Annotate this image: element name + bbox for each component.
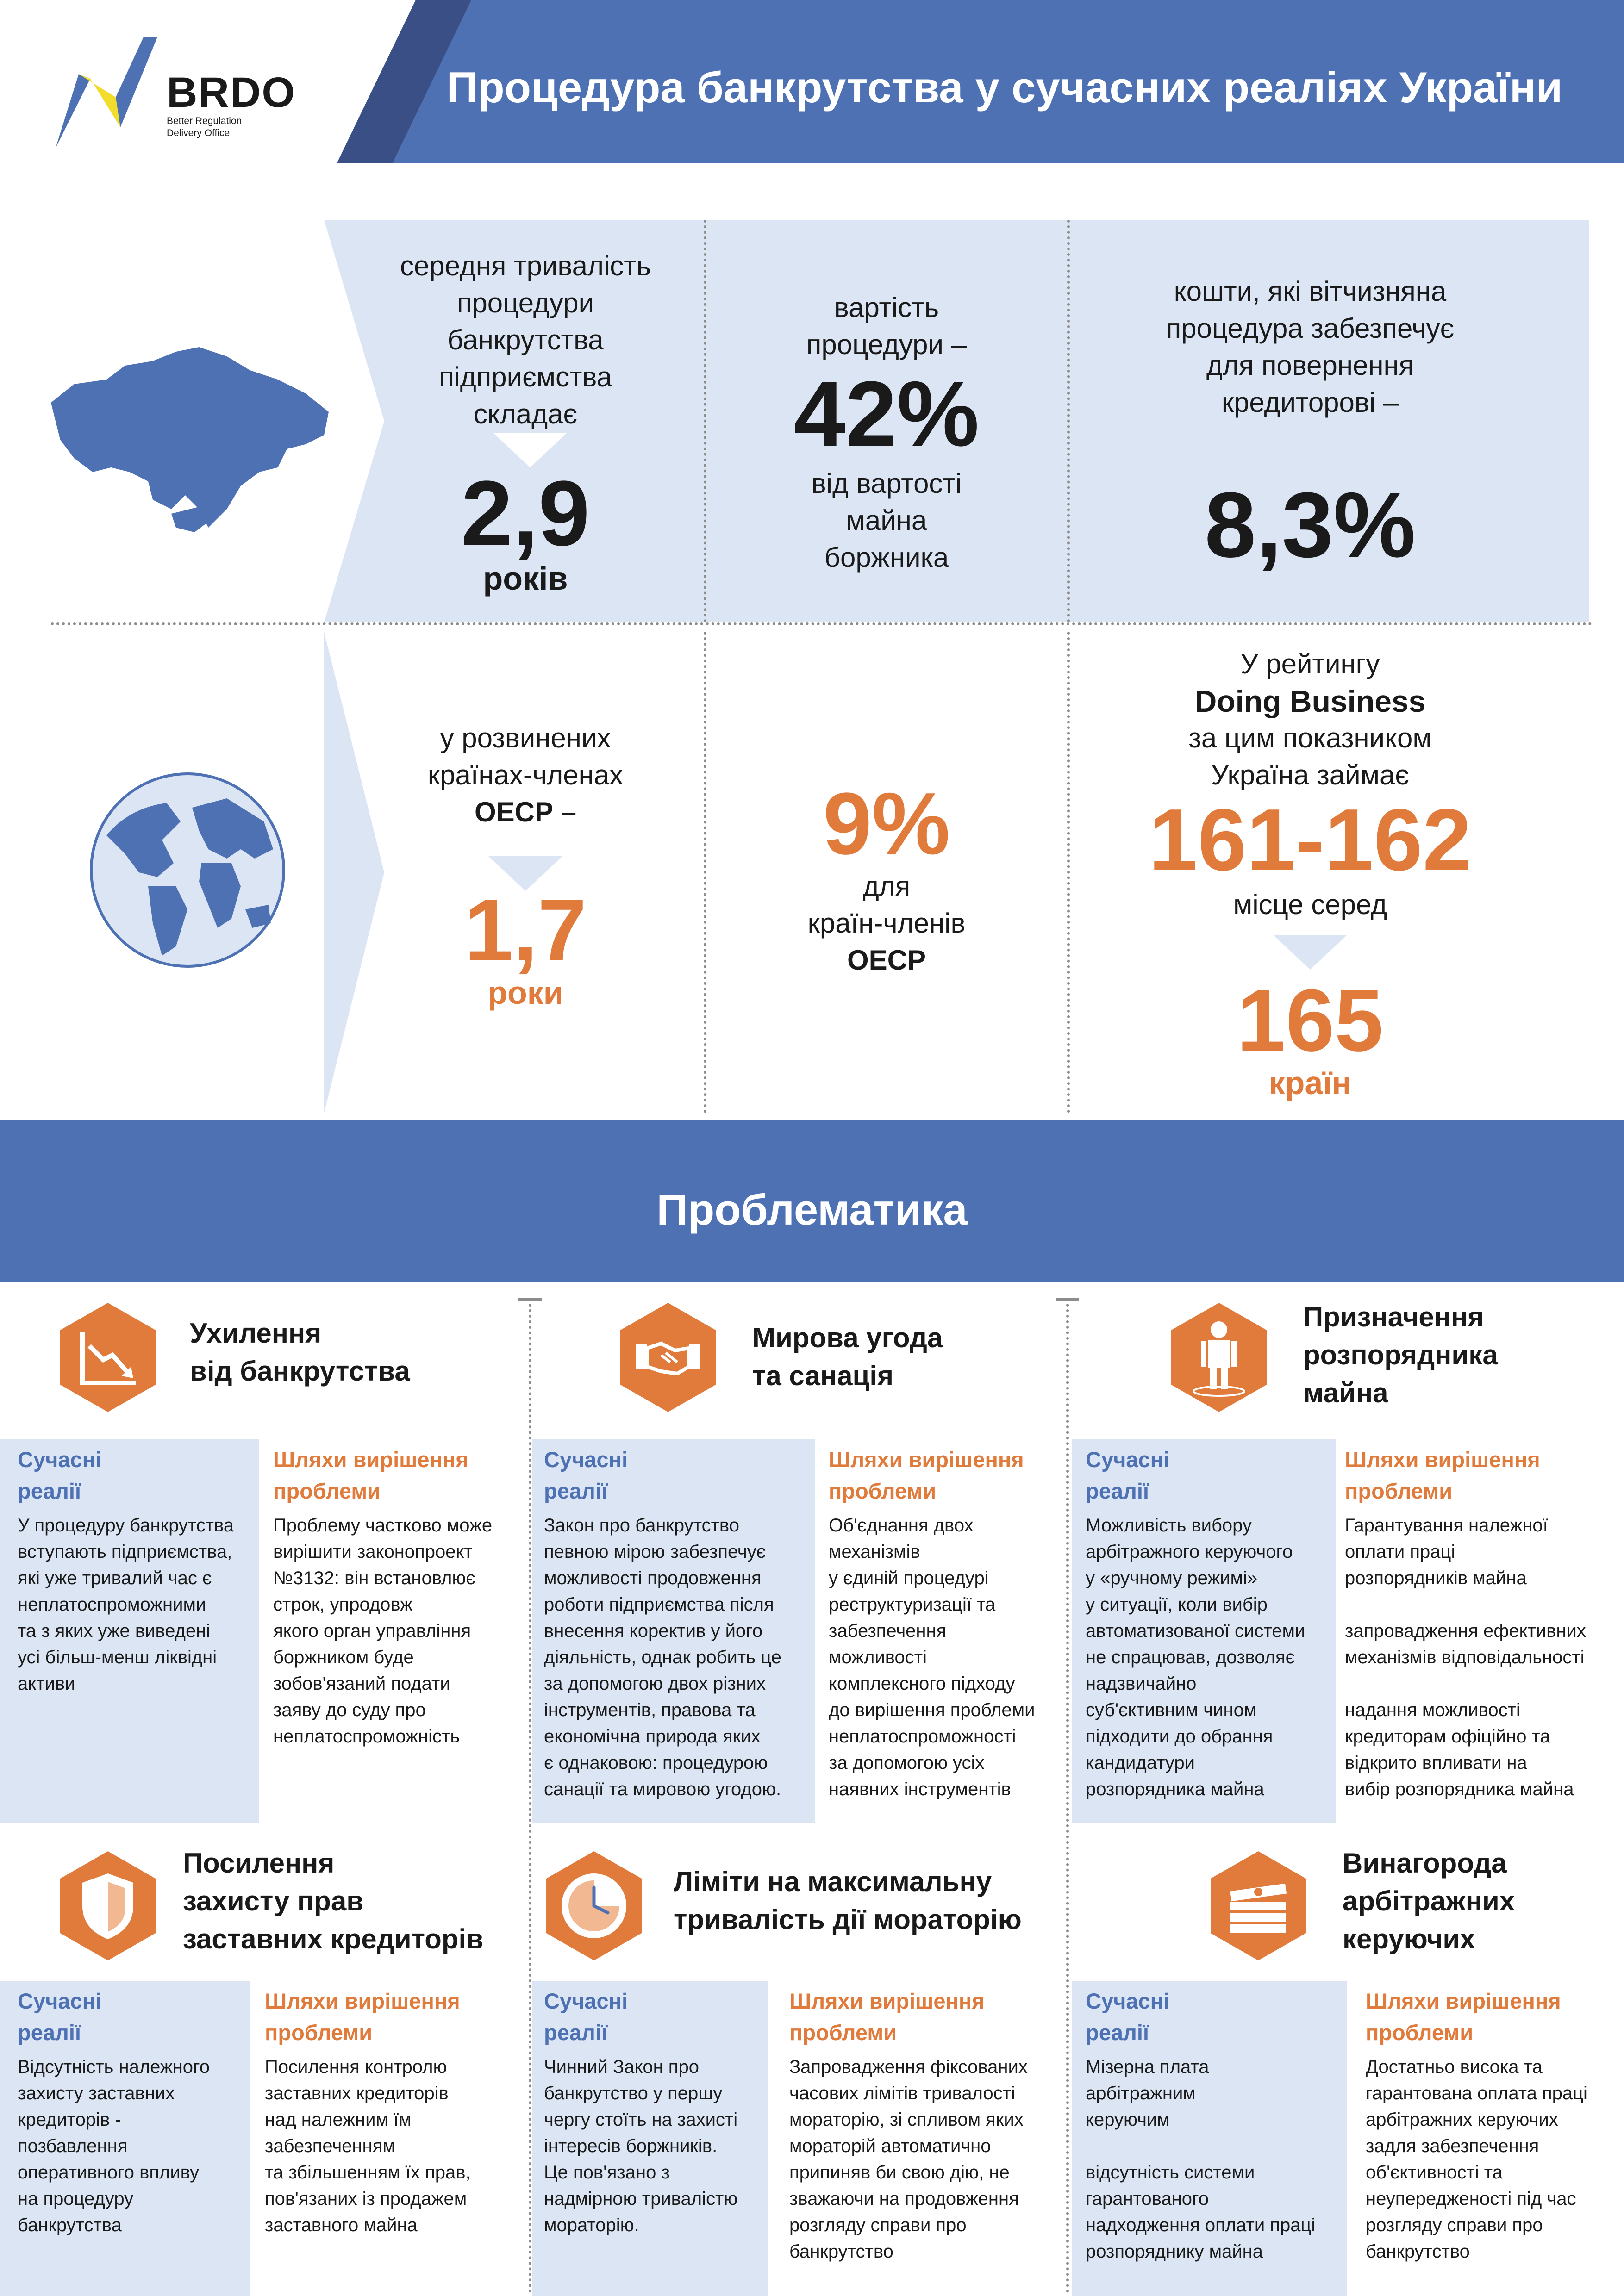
problem-5-solution: Шляхи вирішення проблеми Запровадження фіксованих часових лімітів тривалості мораторію, зі спливом яких мораторій автоматично припиняв би свою дію, не зважаючи на продовження розгляду справи про банкрутство: [789, 1989, 1028, 2262]
clock-icon: [557, 1869, 631, 1943]
oecd-duration-label: у розвинених країнах-членах ОЕСР –: [427, 722, 624, 828]
divider-vertical-2: [1067, 220, 1070, 622]
brand-name: BRDO: [167, 69, 296, 116]
cost-label-bottom: від вартості майна боржника: [811, 468, 962, 573]
problems-divider-2: [1066, 1298, 1069, 2293]
duration-value: 2,9: [461, 462, 590, 565]
divider-horizontal: [51, 622, 1593, 625]
problem-2-solution: Шляхи вирішення проблеми Об'єднання двох механізмів у єдиній процедурі реструктуризації та забезпечення можливості комплексного підходу до вирішення проблеми неплатоспроможності за допомогою усіх наявних інструментів: [829, 1447, 1035, 1799]
duration-label: середня тривалість процедури банкрутства підприємства складає: [400, 250, 651, 429]
doing-business-rank: 161-162: [1149, 791, 1472, 889]
oecd-cost-label: для країн-членів ОЕСР: [807, 871, 966, 976]
problem-5-title: Ліміти на максимальну тривалість дії мораторію: [674, 1866, 1022, 1935]
handshake-icon: [633, 1323, 703, 1392]
problem-6-solution: Шляхи вирішення проблеми Достатньо висока та гарантована оплата праці арбітражних керуючих задля забезпечення об'єктивності та неупередженості під час розгляду справи про банкрутство: [1366, 1989, 1587, 2262]
chart-down-icon: [73, 1323, 143, 1392]
divider-vertical-3: [704, 632, 706, 1113]
problem-2-real: Сучасні реалії Закон про банкрутство певною мірою забезпечує можливості продовження роботи підприємства після внесення коректив у його діяльність, однак робить це за допомогою двох різних інструментів, правова та економічна природа яких є однаковою: процедурою санації та мировою угодою.: [544, 1447, 781, 1799]
oecd-cost-value: 9%: [823, 775, 950, 873]
problem-4-real: Сучасні реалії Відсутність належного захисту заставних кредиторів - позбавлення оперативного впливу на процедуру банкрутства: [18, 1989, 210, 2235]
problem-2-icon-badge: [620, 1303, 716, 1412]
problem-4-title: Посилення захисту прав заставних кредиторів: [183, 1848, 484, 1954]
problem-3-title: Призначення розпорядника майна: [1303, 1301, 1498, 1408]
doing-business-total-unit: країн: [1268, 1065, 1352, 1101]
problem-1-icon-badge: [60, 1303, 156, 1412]
brand-subtitle-2: Delivery Office: [167, 128, 230, 138]
recovery-label: кошти, які вітчизняна процедура забезпечує для повернення кредиторові –: [1166, 276, 1455, 418]
page-title: Процедура банкрутства у сучасних реаліях України: [446, 63, 1563, 112]
divider-cap-2: [1056, 1298, 1079, 1301]
problem-5-icon-badge: [546, 1851, 642, 1960]
doing-business-mid: місце серед: [1233, 889, 1387, 920]
problems-divider-1: [529, 1298, 531, 2293]
oecd-duration-value: 1,7: [464, 881, 587, 979]
globe-icon: [88, 771, 287, 972]
problem-2-title: Мирова угода та санація: [752, 1322, 943, 1391]
brdo-logo-mark: [51, 28, 162, 153]
shield-icon: [75, 1869, 140, 1943]
problem-3-solution: Шляхи вирішення проблеми Гарантування належної оплати праці розпорядників майна запровадження ефективних механізмів відповідальності надання можливості кредиторам офіційно та відкрито впливати на вибір розпорядника майна: [1345, 1447, 1586, 1799]
ukraine-map-icon: [46, 333, 333, 539]
cost-value: 42%: [793, 362, 980, 466]
problem-4-solution: Шляхи вирішення проблеми Посилення контролю заставних кредиторів над належним їм забезпеченням та збільшенням їх прав, пов'язаних із продажем заставного майна: [265, 1989, 471, 2235]
oecd-stats-panel: [324, 632, 384, 1113]
divider-vertical-1: [704, 220, 706, 622]
cost-label-top: вартість процедури –: [806, 292, 967, 360]
down-arrow: [1273, 935, 1347, 970]
problem-6-real: Сучасні реалії Мізерна плата арбітражним керуючим відсутність системи гарантованого надходження оплати праці розпоряднику майна: [1086, 1989, 1316, 2262]
divider-vertical-4: [1067, 632, 1070, 1113]
problem-6-title: Винагорода арбітражних керуючих: [1343, 1848, 1515, 1954]
problem-3-icon-badge: [1171, 1303, 1267, 1412]
problem-4-icon-badge: [60, 1851, 156, 1960]
problem-1-title: Ухилення від банкрутства: [190, 1318, 410, 1387]
problem-5-real: Сучасні реалії Чинний Закон про банкрутство у першу чергу стоїть на захисті інтересів боржників. Це пов'язано з надмірною тривалістю мораторію.: [544, 1989, 738, 2235]
person-icon: [1184, 1318, 1254, 1397]
brand-subtitle-1: Better Regulation: [167, 116, 242, 126]
doing-business-label: У рейтингу Doing Business за цим показником Україна займає: [1188, 648, 1432, 790]
money-stack-icon: [1221, 1869, 1295, 1943]
oecd-duration-unit: роки: [487, 975, 563, 1011]
divider-cap-1: [518, 1298, 542, 1301]
problem-1-solution: Шляхи вирішення проблеми Проблему частково може вирішити законопроект №3132: він встановлює строк, упродовж якого орган управління боржником буде зобов'язаний подати заяву до суду про неплатоспроможність: [273, 1447, 493, 1747]
problem-6-icon-badge: [1211, 1851, 1306, 1960]
recovery-value: 8,3%: [1205, 473, 1416, 577]
brdo-logo: [51, 28, 162, 153]
problem-1-real: Сучасні реалії У процедуру банкрутства вступають підприємства, які уже тривалий час є неплатоспроможними та з яких уже виведені усі більш-менш ліквідні активи: [18, 1447, 234, 1694]
duration-unit: років: [483, 560, 568, 597]
problems-title: Проблематика: [656, 1185, 968, 1234]
problem-3-real: Сучасні реалії Можливість вибору арбітражного керуючого у «ручному режимі» у ситуації, коли вибір автоматизованої системи не спрацював, дозволяє надзвичайно суб'єктивним чином підходити до обрання кандидатури розпорядника майна: [1086, 1447, 1305, 1799]
doing-business-total: 165: [1237, 971, 1384, 1070]
